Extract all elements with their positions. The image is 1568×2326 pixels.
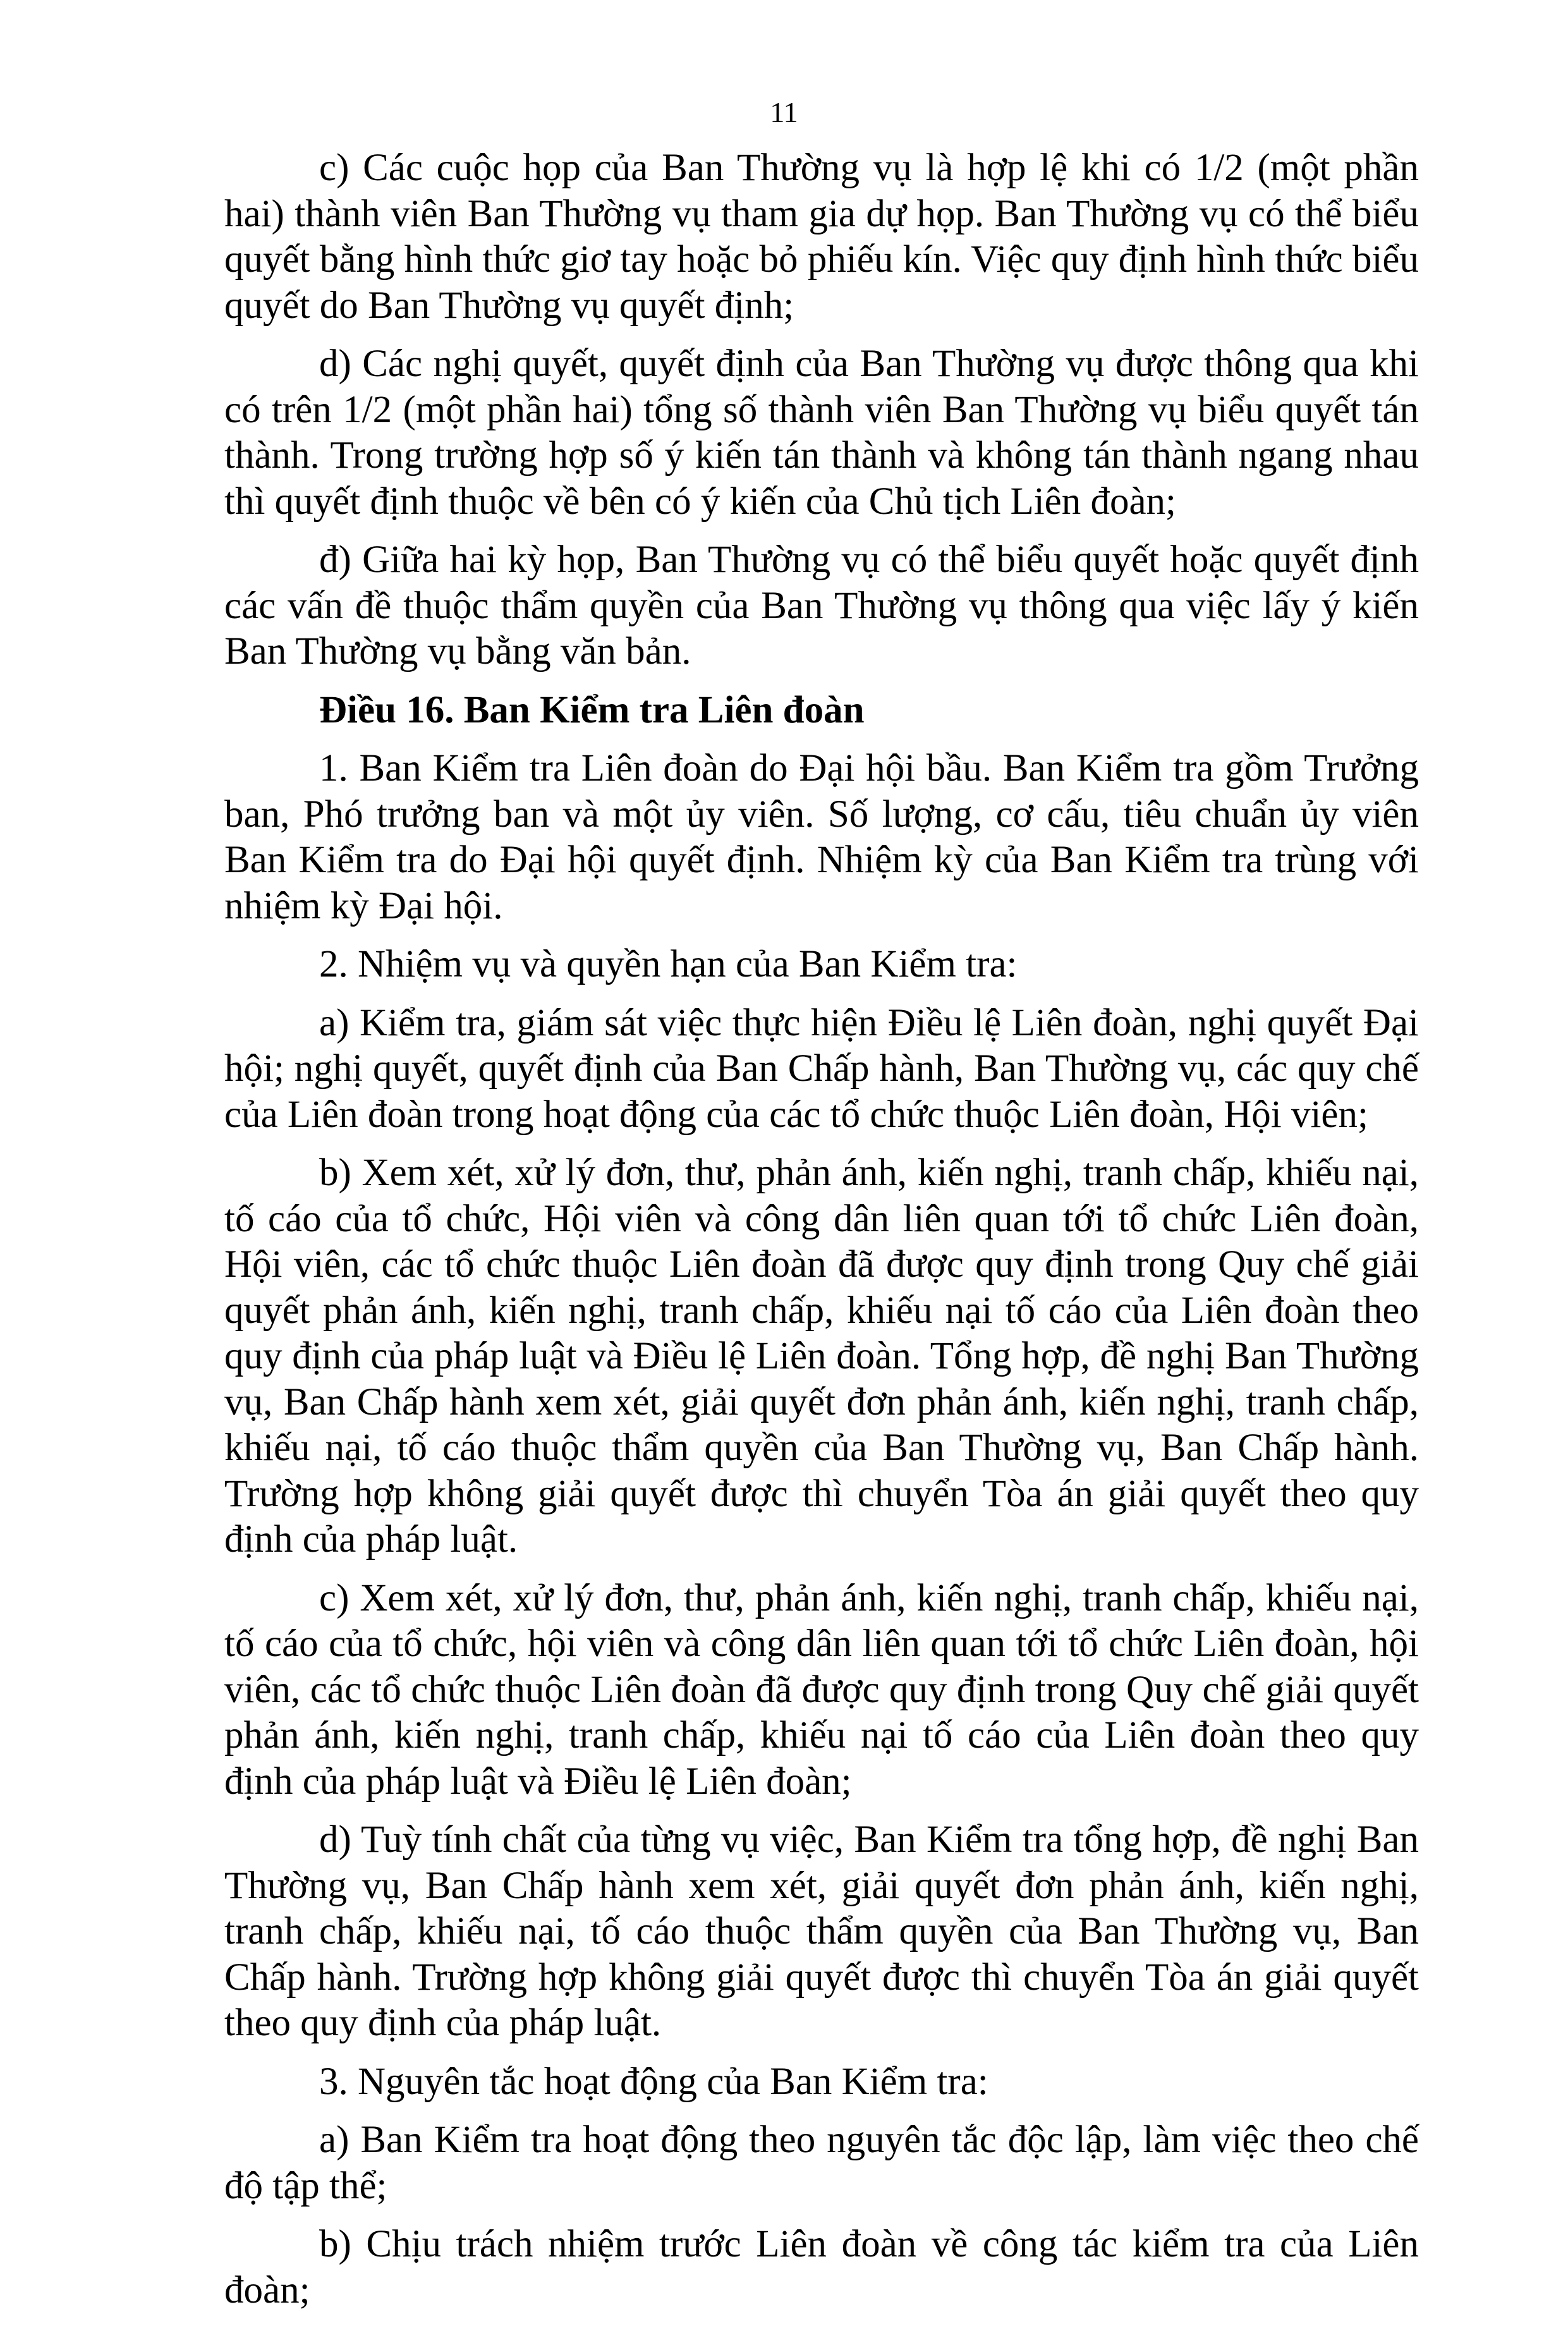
paragraph-2a-supervision: a) Kiểm tra, giám sát việc thực hiện Điều lệ Liên đoàn, nghị quyết Đại hội; nghị quyết, quyết định của Ban Chấp hành, Ban Thường vụ, các quy chế của Liên đoàn trong hoạt động của các tổ chức thuộc Liên đoàn, Hội viên; bbox=[224, 1001, 1419, 1136]
paragraph-1-inspection-board: 1. Ban Kiểm tra Liên đoàn do Đại hội bầu. Ban Kiểm tra gồm Trưởng ban, Phó trưởng ban và một ủy viên. Số lượng, cơ cấu, tiêu chuẩn ủy viên Ban Kiểm tra do Đại hội quyết định. Nhiệm kỳ của Ban Kiểm tra trùng với nhiệm kỳ Đại hội. bbox=[224, 747, 1419, 927]
paragraph-c-meetings: c) Các cuộc họp của Ban Thường vụ là hợp lệ khi có 1/2 (một phần hai) thành viên Ban Thường vụ tham gia dự họp. Ban Thường vụ có thể biểu quyết bằng hình thức giơ tay hoặc bỏ phiếu kín. Việc quy định hình thức biểu quyết do Ban Thường vụ quyết định; bbox=[224, 147, 1419, 327]
paragraph-3-principles-title: 3. Nguyên tắc hoạt động của Ban Kiểm tra: bbox=[319, 2060, 988, 2103]
paragraph-d-resolutions: d) Các nghị quyết, quyết định của Ban Thường vụ được thông qua khi có trên 1/2 (một phần hai) tổng số thành viên Ban Thường vụ biểu quyết tán thành. Trong trường hợp số ý kiến tán thành và không tán thành ngang nhau thì quyết định thuộc về bên có ý kiến của Chủ tịch Liên đoàn; bbox=[224, 343, 1419, 523]
article-16-heading: Điều 16. Ban Kiểm tra Liên đoàn bbox=[319, 688, 865, 731]
paragraph-2c-complaints: c) Xem xét, xử lý đơn, thư, phản ánh, kiến nghị, tranh chấp, khiếu nại, tố cáo của tổ chức, hội viên và công dân liên quan tới tổ chức Liên đoàn, hội viên, các tổ chức thuộc Liên đoàn đã được quy định trong Quy chế giải quyết phản ánh, kiến nghị, tranh chấp, khiếu nại tố cáo của Liên đoàn theo quy định của pháp luật và Điều lệ Liên đoàn; bbox=[224, 1576, 1419, 1803]
paragraph-3a-independence: a) Ban Kiểm tra hoạt động theo nguyên tắc độc lập, làm việc theo chế độ tập thể; bbox=[224, 2119, 1419, 2207]
document-body bbox=[224, 145, 1419, 2326]
page-number: 11 bbox=[770, 96, 798, 128]
paragraph-3b-responsibility: b) Chịu trách nhiệm trước Liên đoàn về công tác kiểm tra của Liên đoàn; bbox=[224, 2223, 1419, 2311]
paragraph-dd-between-sessions: đ) Giữa hai kỳ họp, Ban Thường vụ có thể biểu quyết hoặc quyết định các vấn đề thuộc thẩm quyền của Ban Thường vụ thông qua việc lấy ý kiến Ban Thường vụ bằng văn bản. bbox=[224, 539, 1419, 673]
paragraph-2d-case-handling: d) Tuỳ tính chất của từng vụ việc, Ban Kiểm tra tổng hợp, đề nghị Ban Thường vụ, Ban Chấp hành xem xét, giải quyết đơn phản ánh, kiến nghị, tranh chấp, khiếu nại, tố cáo thuộc thẩm quyền của Ban Thường vụ, Ban Chấp hành. Trường hợp không giải quyết được thì chuyển Tòa án giải quyết theo quy định của pháp luật. bbox=[224, 1818, 1419, 2044]
paragraph-2-duties-title: 2. Nhiệm vụ và quyền hạn của Ban Kiểm tra: bbox=[319, 943, 1018, 985]
paragraph-2b-complaints: b) Xem xét, xử lý đơn, thư, phản ánh, kiến nghị, tranh chấp, khiếu nại, tố cáo của tổ chức, Hội viên và công dân liên quan tới tổ chức Liên đoàn, Hội viên, các tổ chức thuộc Liên đoàn đã được quy định trong Quy chế giải quyết phản ánh, kiến nghị, tranh chấp, khiếu nại tố cáo của Liên đoàn theo quy định của pháp luật và Điều lệ Liên đoàn. Tổng hợp, đề nghị Ban Thường vụ, Ban Chấp hành xem xét, giải quyết đơn phản ánh, kiến nghị, tranh chấp, khiếu nại, tố cáo thuộc thẩm quyền của Ban Thường vụ, Ban Chấp hành. Trường hợp không giải quyết được thì chuyển Tòa án giải quyết theo quy định của pháp luật. bbox=[224, 1152, 1419, 1561]
